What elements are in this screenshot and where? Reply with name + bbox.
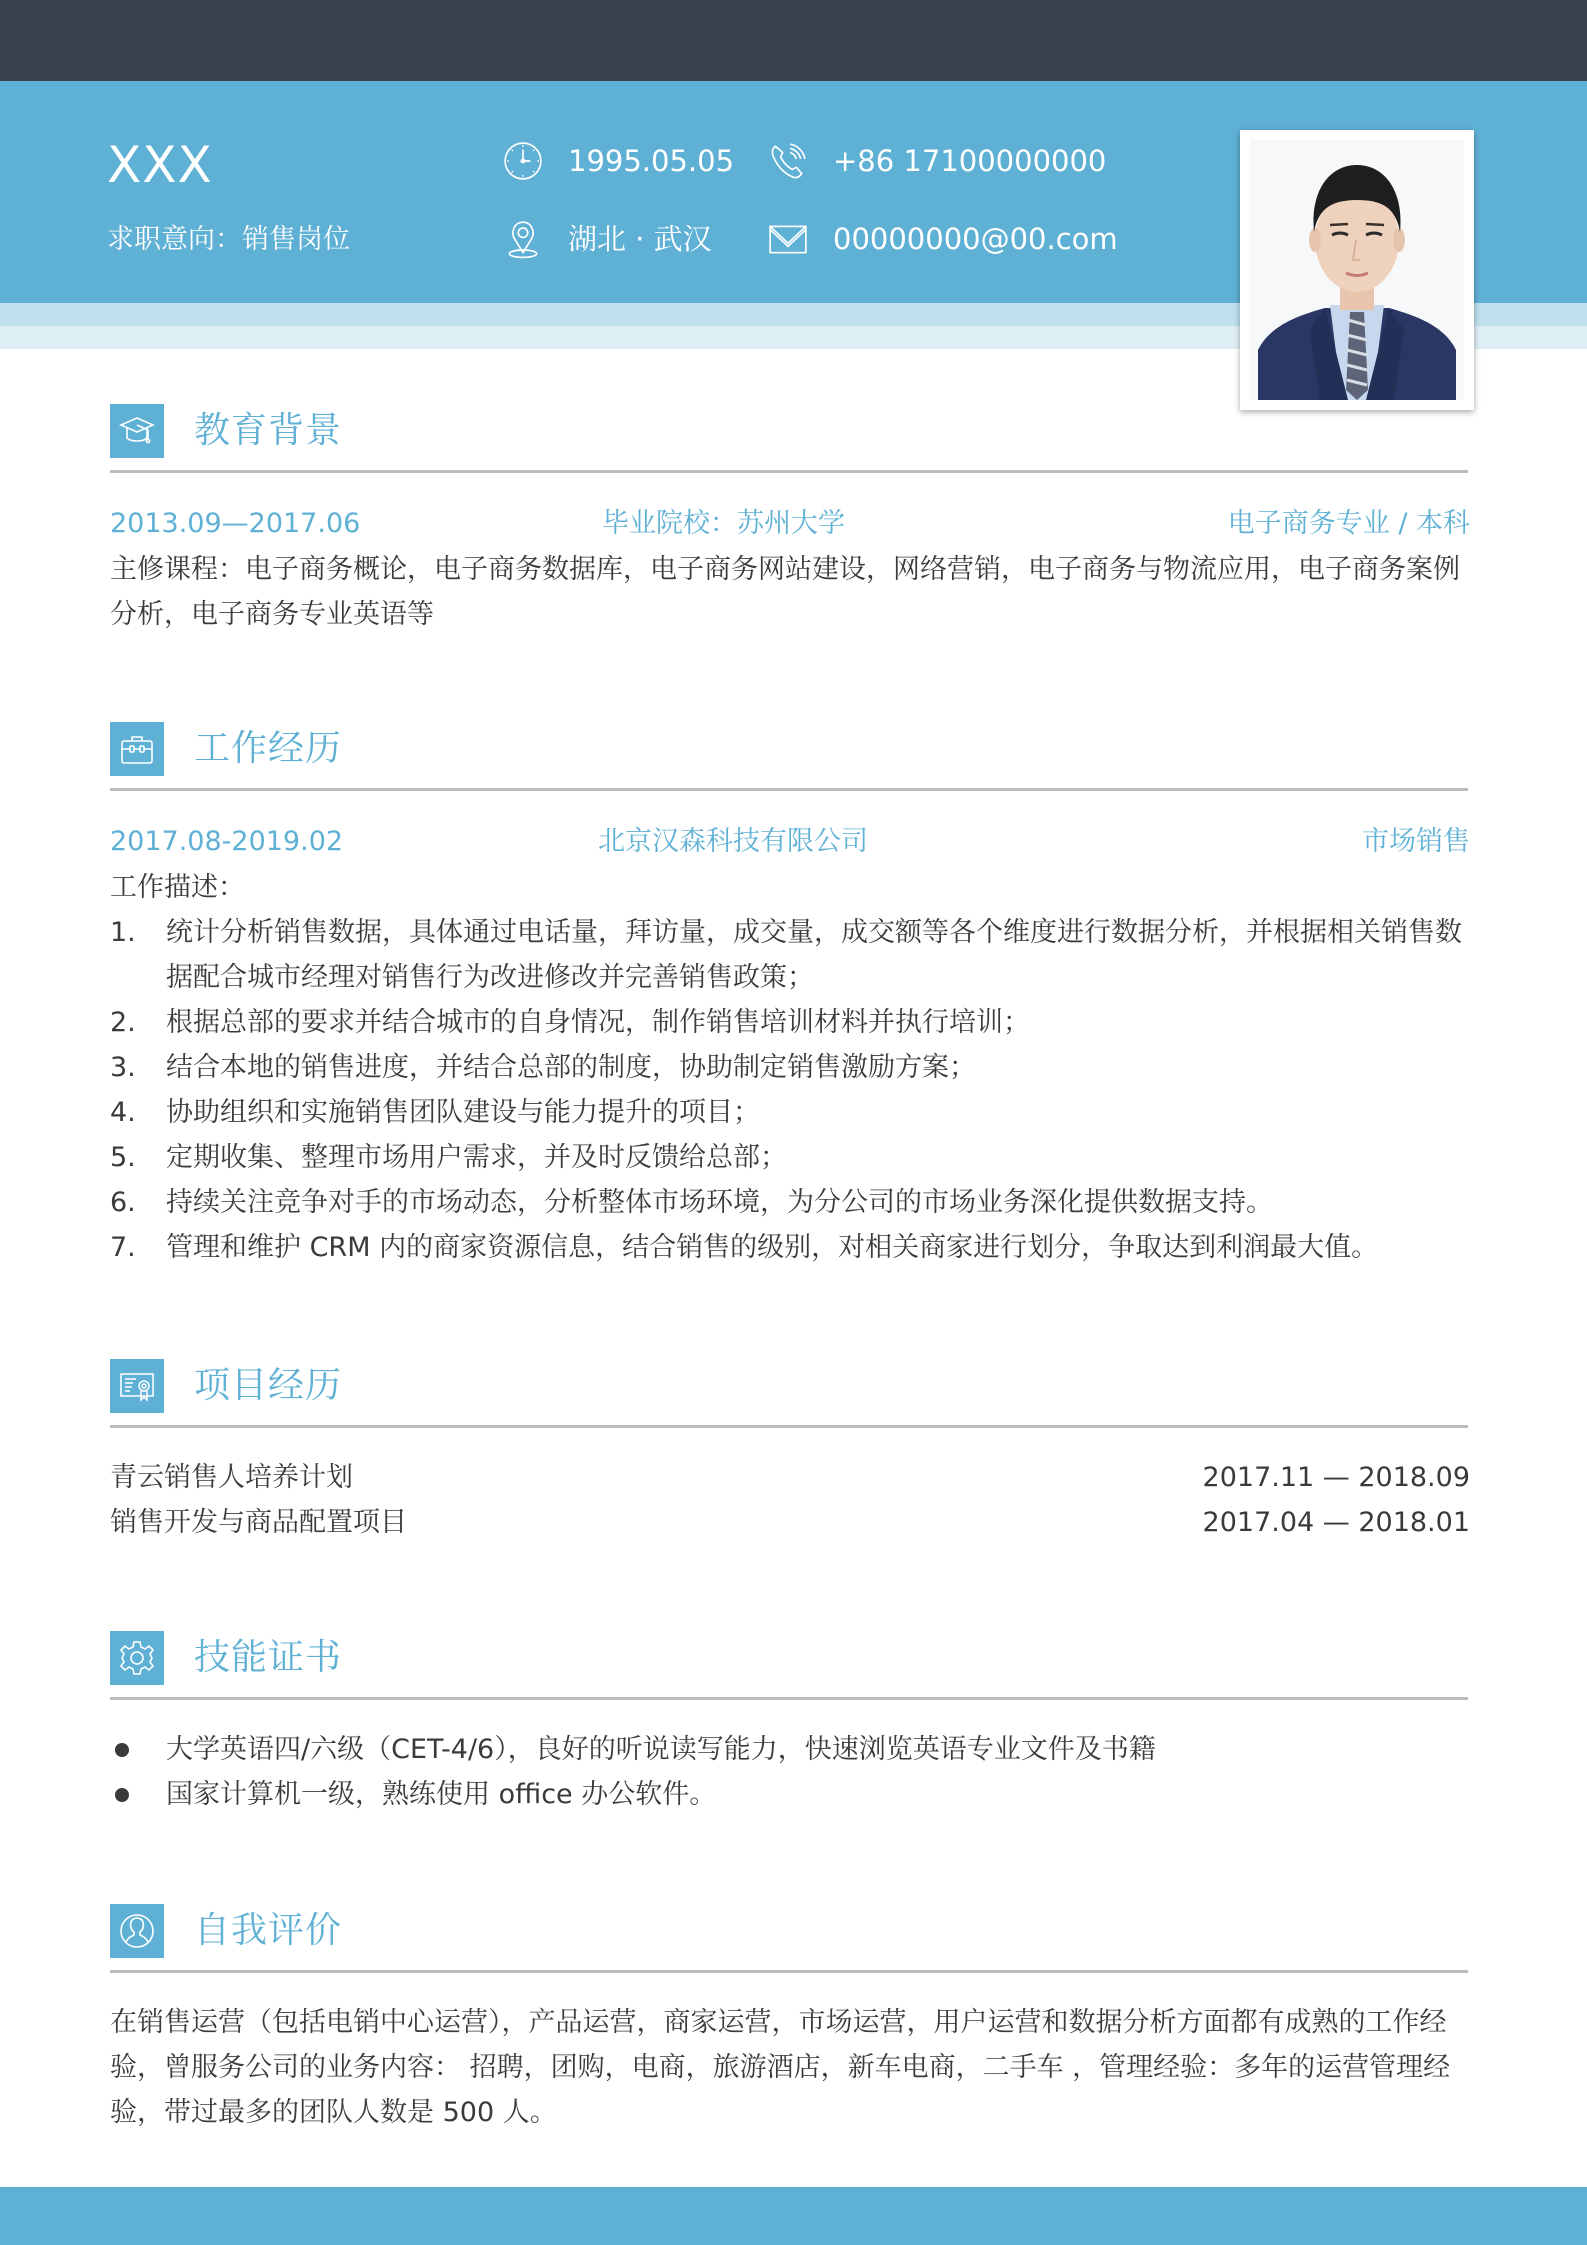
section-title: 技能证书 xyxy=(194,1637,343,1678)
section-title: 项目经历 xyxy=(194,1365,343,1406)
work-period: 2017.08-2019.02 xyxy=(110,826,344,857)
work-duty-list xyxy=(110,910,1472,1270)
work-position: 市场销售 xyxy=(1362,826,1470,857)
top-dark-bar xyxy=(0,0,1587,81)
list-item: 6. 持续关注竞争对手的市场动态，分析整体市场环境，为分公司的市场业务深化提供数据支持。 xyxy=(110,1187,1273,1218)
section-divider xyxy=(110,1970,1468,1973)
skills-list xyxy=(110,1727,1472,1817)
section-title: 自我评价 xyxy=(194,1910,343,1951)
education-meta xyxy=(110,504,1470,544)
project-date: 2017.04 — 2018.01 xyxy=(1202,1507,1470,1538)
self-evaluation-text: 在销售运营（包括电销中心运营），产品运营，商家运营，市场运营，用户运营和数据分析方面都有成熟的工作经验，曾服务公司的业务内容： 招聘，团购，电商，旅游酒店，新车电商，二手车 ，管理经验：多年的运营管理经验，带过最多的团队人数是 500 人。 xyxy=(110,2007,1451,2128)
section-divider xyxy=(110,1697,1468,1700)
contact-birthday xyxy=(502,140,734,182)
photo-portrait xyxy=(1250,140,1464,400)
email-text: 00000000@00.com xyxy=(833,222,1118,256)
education-major: 电子商务专业 / 本科 xyxy=(1227,508,1470,539)
section-projects xyxy=(110,1359,1468,1439)
list-item: 1. 统计分析销售数据，具体通过电话量，拜访量，成交量，成交额等各个维度进行数据分析，并根据相关销售数据配合城市经理对销售行为改进修改并完善销售政策； xyxy=(110,917,1462,993)
section-divider xyxy=(110,788,1468,791)
section-skills xyxy=(110,1631,1468,1711)
list-item: 4. 协助组织和实施销售团队建设与能力提升的项目； xyxy=(110,1097,760,1128)
list-item: 大学英语四/六级（CET-4/6），良好的听说读写能力，快速浏览英语专业文件及书籍 xyxy=(110,1727,1472,1772)
user-icon xyxy=(110,1904,164,1958)
list-item: 2. 根据总部的要求并结合城市的自身情况，制作销售培训材料并执行培训； xyxy=(110,1007,1030,1038)
work-desc-label: 工作描述： xyxy=(110,872,245,903)
section-divider xyxy=(110,470,1468,473)
education-period: 2013.09—2017.06 xyxy=(110,508,361,539)
list-item: 5. 定期收集、整理市场用户需求，并及时反馈给总部； xyxy=(110,1142,787,1173)
birthday-text: 1995.05.05 xyxy=(568,144,735,178)
section-divider xyxy=(110,1425,1468,1428)
phone-icon xyxy=(767,140,809,182)
candidate-name: XXX xyxy=(107,136,213,194)
list-item: 3. 结合本地的销售进度，并结合总部的制度，协助制定销售激励方案； xyxy=(110,1052,976,1083)
list-item: 国家计算机一级，熟练使用 office 办公软件。 xyxy=(110,1772,1472,1817)
graduation-cap-icon xyxy=(110,404,164,458)
project-date: 2017.11 — 2018.09 xyxy=(1202,1462,1470,1493)
project-name: 青云销售人培养计划 xyxy=(110,1462,353,1493)
section-work xyxy=(110,722,1468,802)
education-courses: 主修课程：电子商务概论，电子商务数据库，电子商务网站建设，网络营销，电子商务与物流应用，电子商务案例分析，电子商务专业英语等 xyxy=(110,554,1460,630)
job-intent: 求职意向：销售岗位 xyxy=(107,224,350,255)
clock-icon xyxy=(502,140,544,182)
section-self-evaluation xyxy=(110,1904,1468,1984)
section-title: 教育背景 xyxy=(194,410,343,451)
contact-email xyxy=(767,218,1118,260)
briefcase-icon xyxy=(110,722,164,776)
location-pin-icon xyxy=(502,218,544,260)
contact-location xyxy=(502,218,712,260)
project-name: 销售开发与商品配置项目 xyxy=(110,1507,407,1538)
gear-icon xyxy=(110,1631,164,1685)
location-text: 湖北 · 武汉 xyxy=(568,222,712,256)
list-item: 7. 管理和维护 CRM 内的商家资源信息，结合销售的级别，对相关商家进行划分，争取达到利润最大值。 xyxy=(110,1232,1379,1263)
footer-bar xyxy=(0,2187,1587,2245)
phone-text: +86 17100000000 xyxy=(833,144,1107,178)
work-company: 北京汉森科技有限公司 xyxy=(598,826,868,857)
profile-photo xyxy=(1240,130,1474,410)
project-row xyxy=(110,1500,1470,1545)
contact-phone xyxy=(767,140,1106,182)
section-education xyxy=(110,404,1468,484)
bullet-icon xyxy=(115,1788,129,1802)
envelope-icon xyxy=(767,218,809,260)
project-row xyxy=(110,1455,1470,1500)
work-meta xyxy=(110,822,1470,862)
portrait-illustration xyxy=(1250,140,1464,400)
section-title: 工作经历 xyxy=(194,728,343,769)
certificate-icon xyxy=(110,1359,164,1413)
bullet-icon xyxy=(115,1743,129,1757)
education-school: 毕业院校：苏州大学 xyxy=(602,508,845,539)
